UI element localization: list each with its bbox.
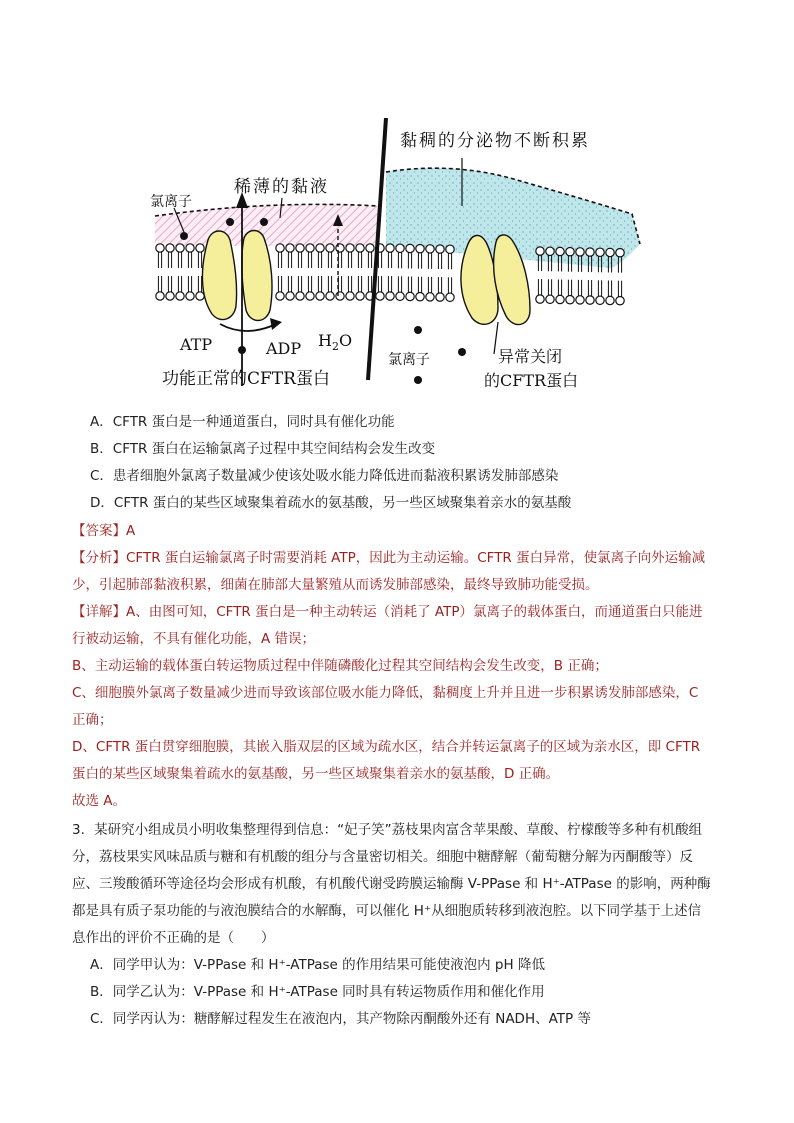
phospholipid-head (386, 292, 394, 300)
label-abnormal-line1: 异常关闭 (498, 347, 563, 366)
phospholipid-head (586, 248, 594, 256)
detail-line-6: D、CFTR 蛋白贯穿细胞膜，其嵌入脂双层的区域为疏水区，结合并转运氯离子的区域为亲水区，即 CFTR (72, 739, 701, 755)
chloride-ion (260, 218, 268, 226)
detail-line-2: 行被动运输，不具有催化功能，A 错误； (72, 631, 316, 647)
detail-line-1: 【详解】A、由图可知，CFTR 蛋白是一种主动转运（消耗了 ATP）氯离子的载体蛋白，而通道蛋白只能进 (72, 604, 703, 620)
cftr-membrane-figure (150, 118, 650, 400)
phospholipid-head (376, 292, 384, 300)
phospholipid-head (326, 244, 334, 252)
phospholipid-head (436, 293, 444, 301)
atp-to-adp-arrow (220, 318, 282, 331)
q2-option-b: B．CFTR 蛋白在运输氯离子过程中其空间结构会发生改变 (90, 441, 436, 457)
phospholipid-head (586, 296, 594, 304)
phospholipid-head (326, 292, 334, 300)
thin-mucus-region (155, 204, 378, 246)
phospholipid-head (306, 244, 314, 252)
phospholipid-head (606, 248, 614, 256)
phospholipid-head (616, 296, 624, 304)
detail-line-4: C、细胞膜外氯离子数量减少进而导致该部位吸水能力降低，黏稠度上升并且进一步积累诱发肺部感染，C (72, 685, 699, 701)
phospholipid-head (296, 244, 304, 252)
phospholipid-head (556, 295, 564, 303)
q3-stem-2: 分，荔枝果实风味品质与糖和有机酸的组分与含量密切相关。细胞中糖酵解（葡萄糖分解为丙酮酸等）反 (72, 849, 693, 865)
phospholipid-head (166, 292, 174, 300)
phospholipid-head (346, 292, 354, 300)
q3-stem-1: 3．某研究小组成员小明收集整理得到信息：“妃子笑”荔枝果肉富含苹果酸、草酸、柠檬酸等多种有机酸组 (72, 822, 703, 838)
phospholipid-head (286, 244, 294, 252)
phospholipid-head (396, 292, 404, 300)
chloride-ion (180, 232, 188, 240)
phospholipid-head (426, 293, 434, 301)
phospholipid-head (576, 248, 584, 256)
phospholipid-head (426, 245, 434, 253)
chloride-ion (226, 218, 234, 226)
q3-stem-5: 息作出的评价不正确的是（ ） (72, 930, 275, 946)
phospholipid-head (556, 247, 564, 255)
phospholipid-head (616, 248, 624, 256)
detail-line-7: 蛋白的某些区域聚集着疏水的氨基酸，另一些区域聚集着亲水的氨基酸，D 正确。 (72, 766, 560, 782)
phospholipid-head (186, 244, 194, 252)
q3-option-c: C．同学丙认为：糖酵解过程发生在液泡内，其产物除丙酮酸外还有 NADH、ATP 等 (90, 1011, 591, 1027)
q3-option-a: A．同学甲认为：V-PPase 和 H⁺-ATPase 的作用结果可能使液泡内 pH 降低 (90, 957, 545, 973)
q2-option-c: C．患者细胞外氯离子数量减少使该处吸水能力降低进而黏液积累诱发肺部感染 (90, 468, 559, 484)
phospholipid-head (576, 296, 584, 304)
detail-line-3: B、主动运输的载体蛋白转运物质过程中伴随磷酸化过程其空间结构会发生改变，B 正确； (72, 658, 608, 674)
phospholipid-head (536, 247, 544, 255)
phospholipid-head (606, 296, 614, 304)
phospholipid-head (546, 295, 554, 303)
phospholipid-head (346, 244, 354, 252)
q3-stem-4: 都是具有质子泵功能的与液泡膜结合的水解酶，可以催化 H⁺从细胞质转移到液泡腔。以下同学基于上述信 (72, 903, 702, 919)
phospholipid-head (196, 244, 204, 252)
phospholipid-head (546, 247, 554, 255)
label-normal-cftr: 功能正常的CFTR蛋白 (162, 369, 330, 389)
detail-line-5: 正确； (72, 712, 113, 728)
q3-option-b: B．同学乙认为：V-PPase 和 H⁺-ATPase 同时具有转运物质作用和催化作用 (90, 984, 545, 1000)
phospholipid-head (336, 292, 344, 300)
label-adp: ADP (266, 339, 302, 358)
answer-line: 【答案】A (72, 523, 136, 539)
label-chloride-right: 氯离子 (388, 352, 430, 368)
phospholipid-head (366, 244, 374, 252)
q3-stem-3: 应、三羧酸循环等途径均会形成有机酸，有机酸代谢受跨膜运输酶 V-PPase 和 H⁺-ATPase 的影响，两种酶 (72, 876, 711, 892)
phospholipid-head (356, 244, 364, 252)
chloride-ion (458, 348, 466, 356)
phospholipid-head (186, 292, 194, 300)
phospholipid-head (406, 292, 414, 300)
phospholipid-head (536, 295, 544, 303)
label-accumulating-mucus: 黏稠的分泌物不断积累 (400, 131, 590, 151)
phospholipid-head (566, 295, 574, 303)
label-abnormal-line2: 的CFTR蛋白 (484, 371, 579, 390)
phospholipid-head (286, 292, 294, 300)
phospholipid-head (406, 244, 414, 252)
chloride-ion (238, 346, 246, 354)
label-thin-mucus: 稀薄的黏液 (234, 177, 329, 197)
phospholipid-head (166, 244, 174, 252)
phospholipid-head (156, 292, 164, 300)
label-chloride-left: 氯离子 (150, 194, 192, 210)
detail-line-8: 故选 A。 (72, 793, 127, 809)
phospholipid-head (566, 247, 574, 255)
q2-option-a: A．CFTR 蛋白是一种通道蛋白，同时具有催化功能 (90, 414, 395, 430)
phospholipid-head (356, 292, 364, 300)
phospholipid-head (396, 244, 404, 252)
phospholipid-head (416, 244, 424, 252)
phospholipid-head (176, 292, 184, 300)
phospholipid-head (316, 244, 324, 252)
phospholipid-head (436, 245, 444, 253)
phospholipid-head (336, 244, 344, 252)
phospholipid-head (416, 292, 424, 300)
label-h2o: $H_2O$ (318, 331, 353, 353)
phospholipid-head (296, 292, 304, 300)
chloride-ion (414, 326, 422, 334)
chloride-ion (414, 376, 422, 384)
phospholipid-head (316, 292, 324, 300)
phospholipid-head (446, 293, 454, 301)
phospholipid-head (596, 248, 604, 256)
analysis-line-1: 【分析】CFTR 蛋白运输氯离子时需要消耗 ATP，因此为主动运输。CFTR 蛋白异常，使氯离子向外运输减 (72, 550, 706, 566)
phospholipid-head (196, 292, 204, 300)
analysis-line-2: 少，引起肺部黏液积累，细菌在肺部大量繁殖从而诱发肺部感染，最终导致肺功能受损。 (72, 577, 599, 593)
phospholipid-head (156, 244, 164, 252)
phospholipid-head (276, 292, 284, 300)
phospholipid-head (596, 296, 604, 304)
phospholipid-head (446, 245, 454, 253)
phospholipid-head (276, 244, 284, 252)
phospholipid-head (176, 244, 184, 252)
phospholipid-head (386, 244, 394, 252)
phospholipid-head (306, 292, 314, 300)
label-atp: ATP (180, 335, 213, 354)
q2-option-d: D．CFTR 蛋白的某些区域聚集着疏水的氨基酸，另一些区域聚集着亲水的氨基酸 (90, 495, 572, 511)
